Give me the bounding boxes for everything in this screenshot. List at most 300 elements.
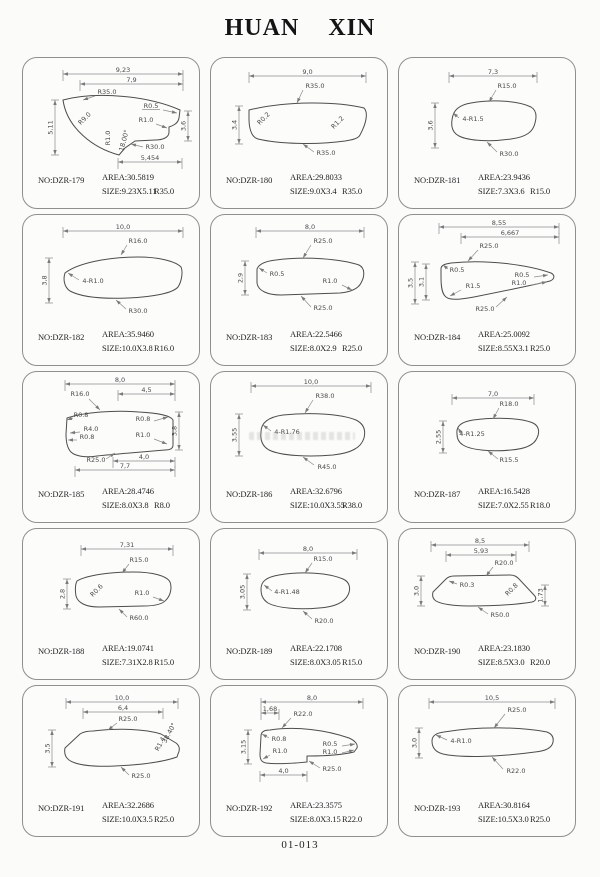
dim-arrow	[65, 382, 70, 385]
dim-arrow	[249, 74, 254, 77]
dim-arrow	[158, 710, 163, 713]
dim-label: R25.0	[313, 304, 333, 312]
dim-label: R22.0	[293, 710, 313, 718]
technical-drawing	[399, 372, 575, 486]
dim-arrow	[413, 262, 416, 267]
dim-label: R1.0	[138, 116, 154, 124]
dim-label: R38.0	[315, 392, 335, 400]
dim-label: 4,5	[141, 386, 152, 394]
dim-label: R30.0	[499, 150, 519, 158]
dim-label: R0.8	[271, 735, 287, 743]
part-number: NO:DZR-181	[414, 175, 461, 185]
part-number: NO:DZR-179	[38, 175, 85, 185]
dim-label: R25.0	[86, 456, 106, 464]
dim-arrow	[83, 710, 88, 713]
part-radius: R25.0	[530, 814, 551, 824]
dim-label: R0.8	[135, 415, 151, 423]
dim-arrow	[441, 421, 444, 426]
part-area: AREA:25.0092	[478, 329, 530, 339]
part-size: SIZE:8.0X3.15	[290, 814, 341, 824]
part-area: AREA:28.4746	[102, 486, 154, 496]
technical-drawing	[399, 529, 575, 643]
dim-label: R1.0	[322, 748, 338, 756]
technical-drawing	[399, 58, 575, 172]
dim-label: 3,5	[43, 743, 52, 754]
part-size: SIZE:10.0X3.5	[102, 814, 153, 824]
dim-label: R50.0	[490, 611, 510, 619]
drawing-cell-14	[210, 685, 388, 837]
drawing-cell-7	[22, 371, 200, 523]
dim-label: R20.0	[494, 559, 514, 567]
dim-arrow	[542, 280, 548, 284]
dim-label: R4.0	[83, 425, 99, 433]
part-area: AREA:22.1708	[290, 643, 342, 653]
dim-arrow	[366, 384, 371, 387]
dim-label: 3,6	[426, 120, 435, 131]
dim-arrow	[170, 392, 175, 395]
dim-arrow	[554, 225, 559, 228]
dim-label: R0.3	[459, 581, 475, 589]
drawings-grid	[22, 57, 576, 837]
dim-label: R25.0	[479, 242, 499, 250]
dim-label: R30.0	[145, 143, 165, 151]
dim-label: 9,0	[302, 68, 313, 76]
part-area: AREA:32.2686	[102, 800, 154, 810]
page-title: HUAN XIN	[224, 15, 376, 41]
dim-label: 6,4	[117, 704, 129, 712]
part-number: NO:DZR-180	[226, 175, 273, 185]
dim-label: 7,7	[119, 462, 131, 470]
technical-drawing	[23, 58, 199, 172]
dim-arrow	[433, 103, 436, 108]
part-size: SIZE:9.23X5.11	[102, 186, 157, 196]
drawing-cell-13	[22, 685, 200, 837]
dim-label: 4,0	[138, 453, 150, 461]
dim-arrow	[261, 700, 266, 703]
dim-arrow	[50, 762, 53, 767]
dim-label: R0.8	[73, 411, 89, 419]
dim-arrow	[431, 543, 436, 546]
dim-arrow	[419, 601, 422, 606]
dim-arrow	[53, 100, 56, 105]
dim-arrow	[178, 72, 183, 75]
dim-arrow	[162, 441, 168, 446]
part-radius: R16.0	[154, 343, 175, 353]
dim-arrow	[441, 448, 444, 453]
part-radius: R18.0	[530, 500, 551, 510]
dim-label: 4-R1.0	[82, 277, 104, 285]
part-radius: R8.0	[154, 500, 170, 510]
dim-label: R35.0	[316, 149, 336, 157]
dim-label: 2,55	[434, 429, 443, 445]
dim-label: R1.2	[329, 114, 346, 131]
dim-label: R0.8	[79, 433, 95, 441]
part-radius: R25.0	[530, 343, 551, 353]
dim-arrow	[81, 547, 86, 550]
dim-label: R45.0	[317, 463, 337, 471]
dim-arrow	[302, 456, 308, 462]
dim-arrow	[262, 755, 268, 760]
dim-label: R18.0	[499, 400, 519, 408]
part-size: SIZE:8.5X3.0	[478, 657, 525, 667]
part-radius: R15.0	[154, 657, 175, 667]
drawing-cell-8	[210, 371, 388, 523]
dim-label: R15.0	[313, 555, 333, 563]
dim-arrow	[47, 258, 50, 263]
dim-arrow	[452, 396, 457, 399]
dim-label: 3,6	[179, 120, 188, 132]
dim-label: 10,5	[484, 694, 500, 702]
dim-label: R35.0	[305, 82, 325, 90]
dim-arrow	[50, 730, 53, 735]
part-size: SIZE:8.55X3.1	[478, 343, 529, 353]
part-radius: R15.0	[342, 657, 363, 667]
technical-drawing	[211, 686, 387, 800]
dim-arrow	[170, 382, 175, 385]
dim-label: R15.5	[499, 456, 519, 464]
dim-label: R1.0	[272, 747, 288, 755]
dim-arrow	[63, 72, 68, 75]
dim-label: R16.0	[128, 237, 148, 245]
dim-arrow	[413, 299, 416, 304]
dim-label: 4-R1.25	[459, 430, 485, 438]
part-size: SIZE:8.0X3.8	[102, 500, 149, 510]
dim-label: R0.5	[514, 271, 530, 279]
dim-arrow	[448, 579, 454, 584]
technical-drawing	[399, 215, 575, 329]
dim-arrow	[53, 150, 56, 155]
part-number: NO:DZR-183	[226, 332, 273, 342]
dim-label: R15.0	[497, 82, 517, 90]
dim-arrow	[424, 264, 427, 269]
part-outline	[75, 572, 171, 607]
part-area: AREA:30.8164	[478, 800, 530, 810]
dim-label: 3,8	[170, 425, 179, 437]
drawing-cell-5	[210, 214, 388, 366]
dim-arrow	[47, 298, 50, 303]
dim-arrow	[424, 295, 427, 300]
dim-label: 8,55	[491, 219, 507, 227]
dim-label: 4-R1.5	[462, 115, 484, 123]
dim-label: 1,73	[536, 588, 545, 603]
part-area: AREA:23.9436	[478, 172, 530, 182]
dim-arrow	[417, 753, 420, 758]
dim-label: R20.0	[314, 617, 334, 625]
drawing-cell-9	[398, 371, 576, 523]
part-number: NO:DZR-182	[38, 332, 85, 342]
dim-label: 10,0	[115, 223, 131, 231]
dim-label: R1.0	[135, 431, 151, 439]
dim-arrow	[177, 160, 182, 163]
dim-arrow	[118, 160, 123, 163]
drawing-cell-10	[22, 528, 200, 680]
dim-label: 3,0	[412, 585, 421, 597]
dim-arrow	[304, 408, 310, 414]
technical-drawing	[399, 686, 575, 800]
dim-arrow	[170, 468, 175, 471]
dim-label: R0.6	[88, 582, 105, 599]
dim-arrow	[529, 396, 534, 399]
dim-arrow	[80, 82, 85, 85]
part-radius: R20.0	[530, 657, 551, 667]
dim-arrow	[361, 74, 366, 77]
dim-label: R1.0	[511, 279, 527, 287]
dim-arrow	[66, 700, 71, 703]
technical-drawing	[23, 372, 199, 486]
dim-label: R9.0	[76, 110, 93, 127]
dim-arrow	[178, 82, 183, 85]
dim-label: R15.0	[129, 556, 149, 564]
dim-label: 8,5	[474, 537, 486, 545]
part-size: SIZE:10.5X3.0	[478, 814, 529, 824]
part-radius: R25.0	[342, 343, 363, 353]
dim-arrow	[433, 143, 436, 148]
part-area: AREA:32.6796	[290, 486, 342, 496]
dim-arrow	[256, 229, 261, 232]
dim-arrow	[511, 553, 516, 556]
dim-arrow	[302, 773, 307, 776]
drawing-cell-3	[398, 57, 576, 209]
part-number: NO:DZR-189	[226, 646, 273, 656]
dim-arrow	[170, 459, 175, 462]
dim-label: 3,4	[230, 119, 239, 131]
part-number: NO:DZR-188	[38, 646, 85, 656]
dim-arrow	[65, 604, 68, 609]
dim-arrow	[352, 551, 357, 554]
dim-label: R16.0	[70, 390, 90, 398]
dim-label: R25.0	[131, 772, 151, 780]
dim-label: R25.0	[313, 237, 333, 245]
dim-arrow	[259, 551, 264, 554]
dim-label: R0.8	[503, 581, 520, 598]
dim-label: R35.0	[97, 88, 117, 96]
dim-arrow	[554, 235, 559, 238]
dim-label: 4-R1.48	[274, 588, 300, 596]
dim-arrow	[237, 139, 240, 144]
dim-label: 6,667	[500, 229, 520, 237]
page-code: 01-013	[281, 839, 319, 851]
dim-label: 7,0	[487, 390, 499, 398]
dim-arrow	[246, 759, 249, 764]
dim-label: R1.5	[465, 282, 481, 290]
dim-label: 5,93	[473, 547, 489, 555]
drawing-cell-12	[398, 528, 576, 680]
technical-drawing	[23, 215, 199, 329]
dim-label: 3,1	[417, 276, 426, 288]
dim-label: R0.5	[322, 740, 338, 748]
part-area: AREA:30.5819	[102, 172, 154, 182]
dim-label: 2,8	[58, 588, 67, 600]
part-area: AREA:23.3575	[290, 800, 342, 810]
dim-label: 4-R1.76	[274, 428, 300, 436]
dim-arrow	[477, 606, 483, 612]
dim-label: 5,454	[140, 154, 160, 162]
dim-label: R0.5	[449, 266, 465, 274]
dim-label: R1.0	[322, 277, 338, 285]
dim-arrow	[63, 229, 68, 232]
dim-arrow	[113, 459, 118, 462]
dim-label: 8,0	[114, 376, 126, 384]
dim-arrow	[417, 728, 420, 733]
technical-drawing	[211, 58, 387, 172]
dim-arrow	[67, 272, 73, 278]
dim-arrow	[237, 414, 240, 419]
dim-label: 2,9	[236, 272, 245, 284]
part-number: NO:DZR-184	[414, 332, 461, 342]
dim-label: R60.0	[129, 614, 149, 622]
dim-arrow	[524, 543, 529, 546]
part-size: SIZE:8.0X2.9	[290, 343, 337, 353]
part-radius: R22.0	[342, 814, 363, 824]
dim-arrow	[359, 229, 364, 232]
dim-label: R30.0	[128, 307, 148, 315]
technical-drawing	[23, 529, 199, 643]
dim-arrow	[237, 451, 240, 456]
dim-arrow	[186, 111, 189, 116]
technical-drawing	[211, 529, 387, 643]
dim-arrow	[449, 74, 454, 77]
dim-arrow	[168, 547, 173, 550]
dim-arrow	[488, 97, 493, 103]
dim-arrow	[68, 438, 73, 441]
dim-arrow	[449, 292, 455, 297]
drawing-cell-1	[22, 57, 200, 209]
dim-label: R25.0	[475, 305, 495, 313]
dim-label: 3,0	[410, 737, 419, 749]
dim-arrow	[65, 579, 68, 584]
part-number: NO:DZR-191	[38, 803, 85, 813]
dim-label: 3,8	[40, 275, 49, 286]
part-outline	[249, 103, 366, 143]
dim-arrow	[439, 225, 444, 228]
part-radius: R38.0	[342, 500, 363, 510]
technical-drawing	[211, 372, 387, 486]
dim-label: R0.5	[143, 102, 159, 110]
dim-arrow	[118, 392, 123, 395]
dim-arrow	[446, 553, 451, 556]
dim-label: R25.0	[322, 765, 342, 773]
dim-label: R0.5	[269, 270, 285, 278]
dim-label: R1.4	[153, 735, 168, 753]
drawing-cell-11	[210, 528, 388, 680]
dim-label: R22.0	[506, 767, 526, 775]
dim-label: 4-R1.0	[450, 737, 472, 745]
part-area: AREA:19.0741	[102, 643, 154, 653]
dim-label: 10,0	[114, 694, 130, 702]
part-area: AREA:23.1830	[478, 643, 530, 653]
part-size: SIZE:9.0X3.4	[290, 186, 337, 196]
drawing-cell-2	[210, 57, 388, 209]
dim-arrow	[237, 106, 240, 111]
dim-arrow	[308, 760, 314, 766]
part-number: NO:DZR-186	[226, 489, 273, 499]
dim-label: R1.0	[104, 130, 112, 146]
dim-arrow	[70, 431, 75, 435]
part-area: AREA:29.8033	[290, 172, 342, 182]
part-number: NO:DZR-193	[414, 803, 461, 813]
dim-label: 8,0	[302, 545, 314, 553]
dim-label: 8,0	[304, 223, 316, 231]
part-area: AREA:16.5428	[478, 486, 530, 496]
dim-arrow	[177, 412, 180, 417]
dim-label: 3,5	[406, 277, 415, 289]
part-number: NO:DZR-187	[414, 489, 461, 499]
part-number: NO:DZR-185	[38, 489, 85, 499]
part-area: AREA:35.9460	[102, 329, 154, 339]
part-size: SIZE:10.0X3.8	[102, 343, 153, 353]
dim-arrow	[243, 290, 246, 295]
part-size: SIZE:7.0X2.55	[478, 500, 529, 510]
dim-label: R1.0	[134, 589, 150, 597]
dim-arrow	[260, 773, 265, 776]
dim-label: R25.0	[118, 715, 138, 723]
faint-watermark	[249, 432, 355, 440]
dim-arrow	[162, 125, 168, 130]
part-size: SIZE:7.3X3.6	[478, 186, 525, 196]
dim-label: 7,31	[119, 541, 135, 549]
dim-arrow	[429, 700, 434, 703]
dim-arrow	[243, 261, 246, 266]
drawing-cell-4	[22, 214, 200, 366]
dim-label: R25.0	[507, 706, 527, 714]
part-radius: R35.0	[342, 186, 363, 196]
dim-label: 7,9	[126, 76, 137, 84]
dim-arrow	[258, 267, 264, 273]
technical-drawing	[211, 215, 387, 329]
dim-label: 10,0	[303, 378, 319, 386]
technical-drawing	[23, 686, 199, 800]
dim-label: R0.2	[255, 110, 272, 127]
part-radius: R35.0	[154, 186, 175, 196]
part-radius: R25.0	[154, 814, 175, 824]
dim-arrow	[173, 700, 178, 703]
dim-label: 3,15	[239, 739, 248, 755]
part-size: SIZE:10.0X3.55	[290, 500, 345, 510]
dim-arrow	[186, 136, 189, 141]
dim-label: 3,05	[238, 584, 247, 600]
dim-arrow	[358, 700, 363, 703]
dim-arrow	[550, 700, 555, 703]
dim-label: 4,0	[278, 767, 289, 775]
part-size: SIZE:7.31X2.8	[102, 657, 153, 667]
part-number: NO:DZR-192	[226, 803, 273, 813]
dim-arrow	[120, 250, 125, 256]
part-number: NO:DZR-190	[414, 646, 461, 656]
part-outline	[433, 575, 536, 606]
dim-label: 38.40°	[160, 721, 178, 745]
dim-label: 18.00°	[117, 128, 131, 153]
part-radius: R15.0	[530, 186, 551, 196]
dim-arrow	[178, 229, 183, 232]
dim-arrow	[419, 576, 422, 581]
dim-arrow	[82, 97, 88, 102]
dim-label: 8,0	[306, 694, 318, 702]
dim-label: 9,23	[115, 66, 131, 74]
part-area: AREA:22.5466	[290, 329, 342, 339]
dim-label: 5,11	[46, 120, 55, 135]
dim-label: 7,3	[487, 68, 499, 76]
dim-arrow	[251, 384, 256, 387]
drawing-cell-15	[398, 685, 576, 837]
dim-arrow	[172, 110, 178, 114]
dim-arrow	[461, 235, 466, 238]
dim-arrow	[532, 74, 537, 77]
dim-label: 1,68	[262, 705, 278, 713]
part-size: SIZE:8.0X3.05	[290, 657, 341, 667]
dim-arrow	[245, 605, 248, 610]
dim-arrow	[75, 468, 80, 471]
dim-arrow	[245, 574, 248, 579]
